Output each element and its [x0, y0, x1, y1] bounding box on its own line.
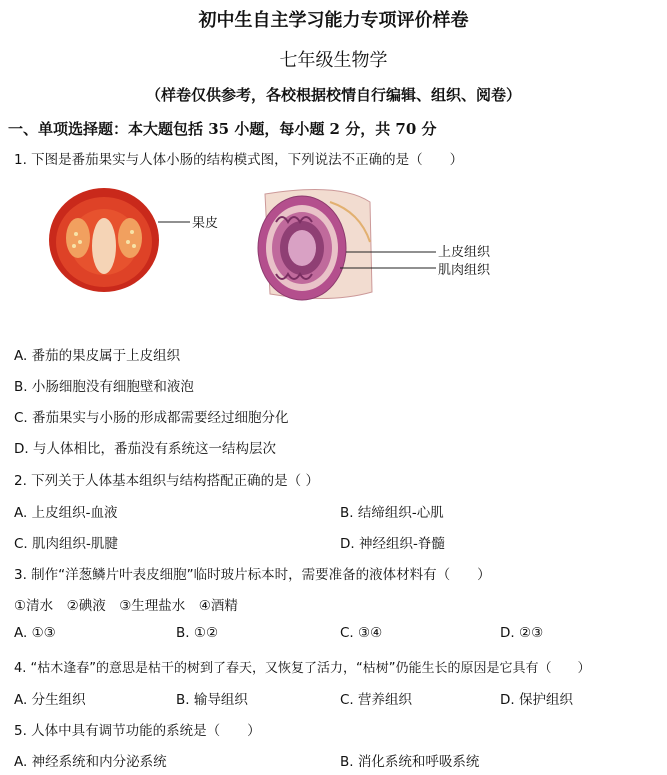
q4-option-c[interactable]: C. 营养组织 — [340, 692, 413, 708]
q5-option-b[interactable]: B. 消化系统和呼吸系统 — [340, 754, 480, 770]
question-3-materials: ①清水 ②碘液 ③生理盐水 ④酒精 — [14, 598, 238, 614]
q1-option-a[interactable]: A. 番茄的果皮属于上皮组织 — [14, 348, 181, 364]
q4-option-b[interactable]: B. 输导组织 — [176, 692, 248, 708]
q1-option-b[interactable]: B. 小肠细胞没有细胞壁和液泡 — [14, 379, 194, 395]
q4-option-a[interactable]: A. 分生组织 — [14, 692, 86, 708]
paper-subtitle: 七年级生物学 — [279, 50, 388, 71]
section-title: 一、单项选择题：本大题包括 35 小题，每小题 2 分，共 70 分 — [8, 120, 437, 138]
question-1-figure — [40, 182, 520, 312]
tomato-label: 果皮 — [192, 216, 219, 231]
q3-option-d[interactable]: D. ②③ — [500, 625, 544, 641]
q2-option-b[interactable]: B. 结缔组织-心肌 — [340, 505, 444, 521]
q1-option-c[interactable]: C. 番茄果实与小肠的形成都需要经过细胞分化 — [14, 410, 289, 426]
figure-svg — [40, 182, 520, 312]
q3-option-c[interactable]: C. ③④ — [340, 625, 383, 641]
q2-option-c[interactable]: C. 肌肉组织-肌腱 — [14, 536, 118, 552]
q4-option-d[interactable]: D. 保护组织 — [500, 692, 573, 708]
q2-option-a[interactable]: A. 上皮组织-血液 — [14, 505, 118, 521]
question-5-stem: 5. 人体中具有调节功能的系统是（ ） — [14, 723, 261, 739]
q5-option-a[interactable]: A. 神经系统和内分泌系统 — [14, 754, 167, 770]
q3-option-b[interactable]: B. ①② — [176, 625, 219, 641]
question-1-stem: 1. 下图是番茄果实与人体小肠的结构模式图，下列说法不正确的是（ ） — [14, 152, 464, 168]
paper-note: （样卷仅供参考，各校根据校情自行编辑、组织、阅卷） — [145, 86, 521, 104]
q1-option-d[interactable]: D. 与人体相比，番茄没有系统这一结构层次 — [14, 441, 276, 457]
intestine-label-muscle: 肌肉组织 — [438, 263, 491, 278]
tomato-cross-section — [49, 188, 190, 292]
paper-title: 初中生自主学习能力专项评价样卷 — [198, 10, 469, 31]
intestine-label-epithelial: 上皮组织 — [438, 245, 491, 260]
question-4-stem: 4. “枯木逢春”的意思是枯干的树到了春天，又恢复了活力，“枯树”仍能生长的原因是它具有（ ） — [14, 661, 591, 676]
question-2-stem: 2. 下列关于人体基本组织与结构搭配正确的是（ ） — [14, 473, 319, 489]
q2-option-d[interactable]: D. 神经组织-脊髓 — [340, 536, 445, 552]
q3-option-a[interactable]: A. ①③ — [14, 625, 56, 641]
question-3-stem: 3. 制作“洋葱鳞片叶表皮细胞”临时玻片标本时，需要准备的液体材料有（ ） — [14, 567, 491, 583]
intestine-model — [258, 190, 436, 301]
